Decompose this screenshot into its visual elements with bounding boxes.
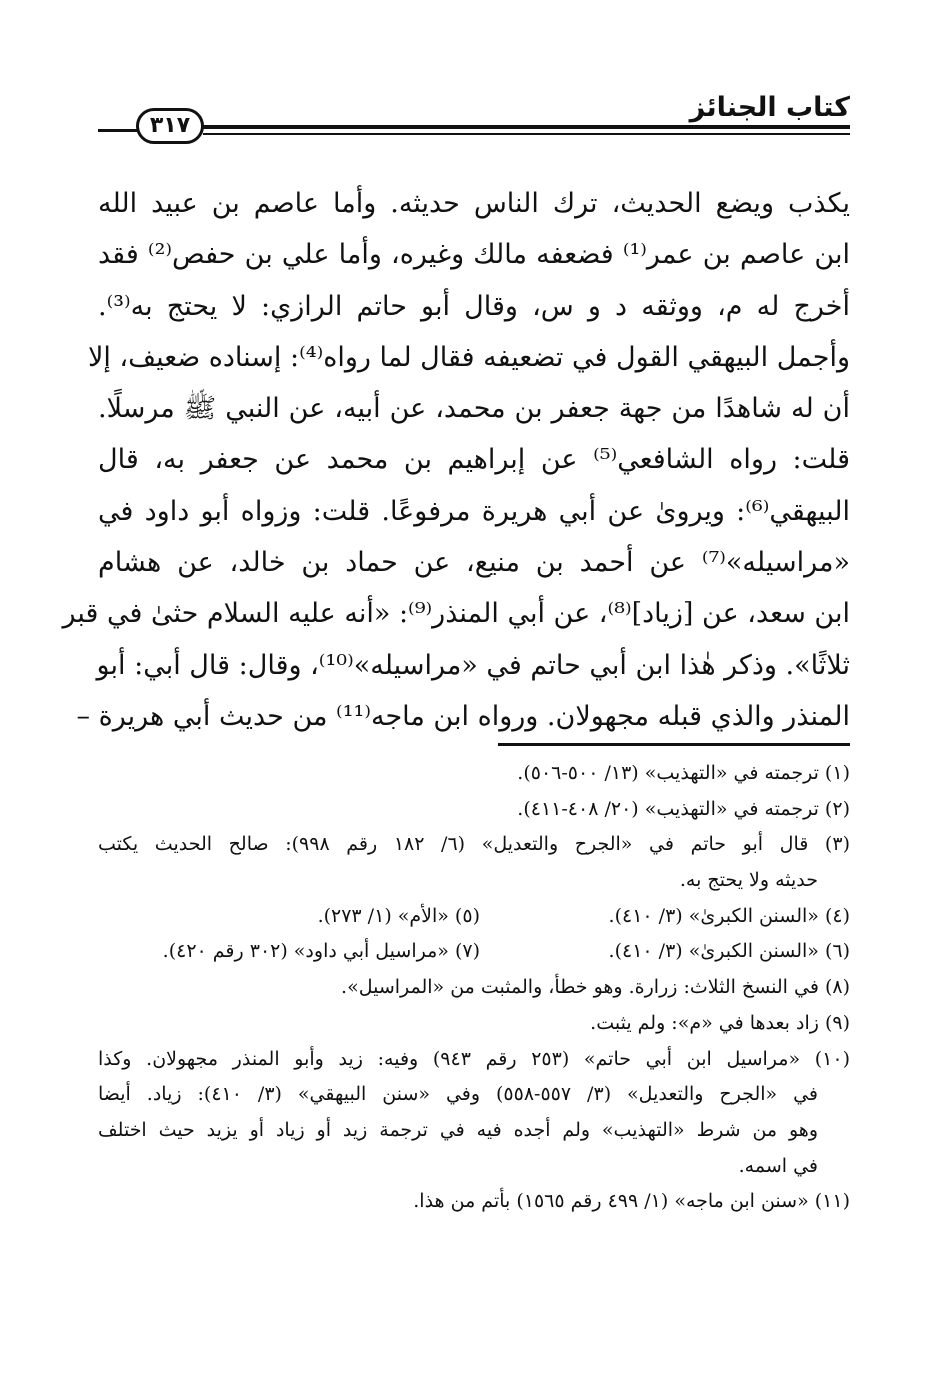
- text-line: ثلاثًا». وذكر هٰذا ابن أبي حاتم في «مراسيله»⁽¹⁰⁾، وقال: قال أبي: أبو: [96, 649, 850, 681]
- footnote-4: (٤) «السنن الكبرىٰ» (٣/ ٤١٠).: [608, 904, 850, 927]
- chapter-title: كتاب الجنائز: [689, 92, 850, 123]
- main-text: [62, 178, 851, 742]
- text-line: أن له شاهدًا من جهة جعفر بن محمد، عن أبيه، عن النبي ﷺ مرسلًا.: [98, 393, 850, 425]
- footnote-row-4-5: [98, 899, 850, 935]
- text-line: المنذر والذي قبله مجهولان. ورواه ابن ماجه⁽¹¹⁾ من حديث أبي هريرة –: [76, 700, 850, 732]
- footnote-row-6-7: [98, 934, 850, 970]
- text-line: ابن عاصم بن عمر⁽¹⁾ فضعفه مالك وغيره، وأما علي بن حفص⁽²⁾ فقد: [98, 239, 850, 271]
- footnote-1: (١) ترجمته في «التهذيب» (١٣/ ٥٠٠-٥٠٦).: [517, 762, 850, 784]
- page-header: [98, 92, 850, 152]
- footnotes: [98, 756, 850, 1220]
- footnote-5: (٥) «الأم» (١/ ٢٧٣).: [317, 904, 480, 927]
- footnote-3-continued: حديثه ولا يحتج به.: [679, 869, 818, 892]
- page-number: ٣١٧: [136, 108, 204, 144]
- header-rule-left: [98, 129, 138, 132]
- text-line: قلت: رواه الشافعي⁽⁵⁾ عن إبراهيم بن محمد عن جعفر به، قال: [98, 444, 851, 476]
- text-line: أخرج له م، ووثقه د و س، وقال أبو حاتم الرازي: لا يحتج به⁽³⁾.: [98, 290, 850, 322]
- footnote-9: (٩) زاد بعدها في «م»: ولم يثبت.: [590, 1011, 850, 1034]
- text-line: يكذب ويضع الحديث، ترك الناس حديثه. وأما عاصم بن عبيد الله: [98, 188, 850, 219]
- header-rule-thin: [203, 133, 850, 135]
- footnote-6: (٦) «السنن الكبرىٰ» (٣/ ٤١٠).: [608, 940, 850, 963]
- footnote-3: (٣) قال أبو حاتم في «الجرح والتعديل» (٦/ ١٨٢ رقم ٩٩٨): صالح الحديث يكتب: [98, 833, 850, 856]
- footnote-10-continued: في اسمه.: [738, 1154, 818, 1177]
- text-line: وأجمل البيهقي القول في تضعيفه فقال لما رواه⁽⁴⁾: إسناده ضعيف، إلا: [87, 341, 850, 373]
- text-line: ابن سعد، عن [زياد]⁽⁸⁾، عن أبي المنذر⁽⁹⁾: «أنه عليه السلام حثىٰ في قبر: [62, 598, 850, 630]
- header-rule-thick: [203, 125, 850, 129]
- footnote-7: (٧) «مراسيل أبي داود» (٣٠٢ رقم ٤٢٠).: [162, 940, 480, 963]
- footnote-2: (٢) ترجمته في «التهذيب» (٢٠/ ٤٠٨-٤١١).: [517, 797, 850, 820]
- footnote-10-continued: في «الجرح والتعديل» (٣/ ٥٥٧-٥٥٨) وفي «سنن البيهقي» (٣/ ٤١٠): زياد. أيضا: [98, 1083, 819, 1106]
- footnote-10: (١٠) «مراسيل ابن أبي حاتم» (٢٥٣ رقم ٩٤٣) وفيه: زيد وأبو المنذر مجهولان. وكذا: [98, 1047, 850, 1070]
- footnote-11: (١١) «سنن ابن ماجه» (١/ ٤٩٩ رقم ١٥٦٥) بأتم من هذا.: [413, 1190, 850, 1213]
- footnote-10-continued: وهو من شرط «التهذيب» ولم أجده فيه في ترجمة زيد أو زياد أو يزيد حيث اختلف: [98, 1118, 818, 1141]
- text-line: البيهقي⁽⁶⁾: ويروىٰ عن أبي هريرة مرفوعًا. قلت: وزواه أبو داود في: [98, 495, 850, 527]
- footnote-separator: [498, 743, 850, 746]
- footnote-8: (٨) في النسخ الثلاث: زرارة. وهو خطأ، والمثبت من «المراسيل».: [341, 976, 850, 999]
- text-line: «مراسيله»⁽⁷⁾ عن أحمد بن منيع، عن حماد بن خالد، عن هشام: [98, 547, 850, 579]
